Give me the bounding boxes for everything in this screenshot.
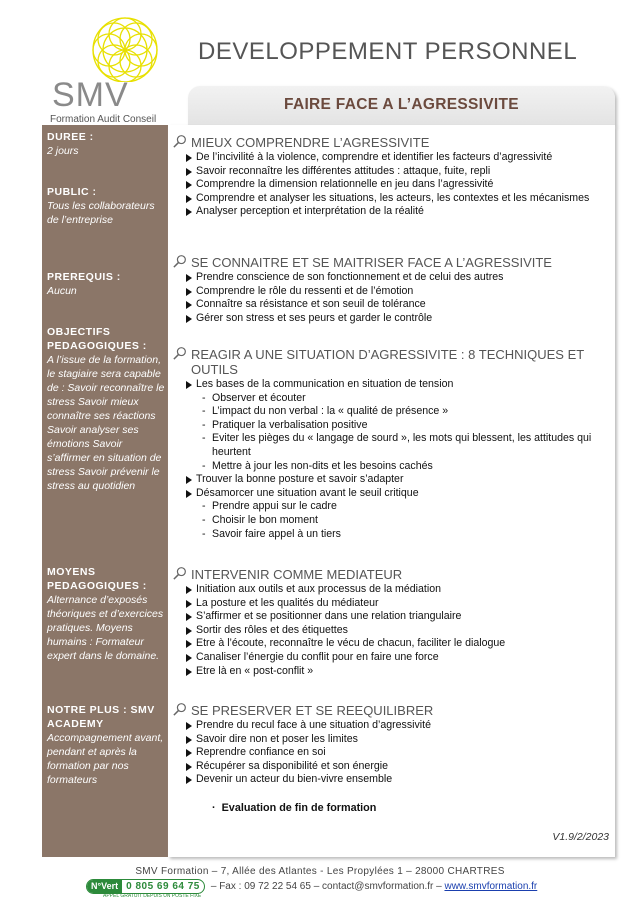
list-item-text: Reprendre confiance en soi <box>196 746 326 759</box>
list-item <box>172 151 612 165</box>
sidebar-text: Accompagnement avant, pendant et après la formation par nos formateurs <box>47 732 164 786</box>
list-item <box>172 192 612 206</box>
magnifier-icon <box>172 702 187 717</box>
sidebar-heading: PUBLIC : <box>47 186 97 198</box>
sidebar <box>42 125 168 857</box>
section-title-text: REAGIR A UNE SITUATION D’AGRESSIVITE : 8 TECHNIQUES ET OUTILS <box>191 347 584 377</box>
bullet-triangle-icon <box>186 181 192 189</box>
sidebar-block-duree <box>47 130 165 158</box>
magnifier-icon <box>172 254 187 269</box>
list-item-text: Savoir dire non et poser les limites <box>196 732 358 745</box>
bullet-triangle-icon <box>186 154 192 162</box>
bullet-triangle-icon <box>186 168 192 176</box>
list-item <box>172 760 612 774</box>
bullet-triangle-icon <box>186 301 192 309</box>
bullet-triangle-icon <box>186 722 192 730</box>
sub-list-item-text: Choisir le bon moment <box>212 513 318 526</box>
list-item-text: Comprendre la dimension relationnelle en jeu dans l’agressivité <box>196 178 494 191</box>
list-item-text: Comprendre et analyser les situations, les acteurs, les contextes et les mécanismes <box>196 191 590 204</box>
dash-bullet: - <box>202 418 206 431</box>
list-item <box>172 205 612 219</box>
sub-list-item <box>172 405 612 419</box>
footer-address: SMV Formation – 7, Allée des Atlantes - Les Propylées 1 – 28000 CHARTRES <box>135 866 505 877</box>
sub-list-item <box>172 528 612 542</box>
section-title <box>172 567 612 582</box>
list-item-text: De l’incivilité à la violence, comprendre et identifier les facteurs d’agressivité <box>196 151 553 163</box>
program-section <box>172 347 612 541</box>
bullet-triangle-icon <box>186 315 192 323</box>
list-item-text: Les bases de la communication en situation de tension <box>196 378 454 390</box>
list-item <box>172 285 612 299</box>
dash-bullet: - <box>202 459 206 472</box>
bullet-triangle-icon <box>186 195 192 203</box>
sidebar-block-notre-plus <box>47 703 165 787</box>
section-title-text: SE PRESERVER ET SE REEQUILIBRER <box>191 703 434 718</box>
program-section <box>172 703 612 787</box>
sidebar-block-objectifs <box>47 325 165 493</box>
sub-list-item-text: Mettre à jour les non-dits et les besoins cachés <box>212 459 433 472</box>
sidebar-text: A l’issue de la formation, le stagiaire sera capable de : Savoir reconnaître le stress Savoir mieux connaître ses réactions Savoir analyser ses émotions Savoir s’affirmer en situation de stress Savoir prévenir le stress au quotidien <box>47 354 165 492</box>
sub-list-item-text: Prendre appui sur le cadre <box>212 500 337 513</box>
list-item-text: Analyser perception et interprétation de la réalité <box>196 205 424 218</box>
list-item-text: Trouver la bonne posture et savoir s’adapter <box>196 473 404 486</box>
list-item-text: Savoir reconnaître les différentes attitudes : attaque, fuite, repli <box>196 164 491 177</box>
dash-bullet: - <box>202 432 206 445</box>
section-items <box>172 378 612 541</box>
list-item <box>172 165 612 179</box>
magnifier-icon <box>172 346 187 361</box>
list-item <box>172 733 612 747</box>
version-label: V1.9/2/2023 <box>552 831 609 843</box>
bullet-triangle-icon <box>186 586 192 594</box>
sub-list-item-text: Pratiquer la verbalisation positive <box>212 418 368 431</box>
list-item <box>172 610 612 624</box>
sidebar-block-public <box>47 185 165 227</box>
list-item-text: Etre là en « post-conflit » <box>196 664 314 677</box>
list-item-text: Initiation aux outils et aux processus de la médiation <box>196 583 441 595</box>
section-title <box>172 135 612 150</box>
bullet-triangle-icon <box>186 274 192 282</box>
list-item <box>172 746 612 760</box>
smv-logo <box>44 10 184 125</box>
list-item <box>172 637 612 651</box>
bullet-triangle-icon <box>186 627 192 635</box>
list-item <box>172 378 612 392</box>
sub-list-item-text: L’impact du non verbal : la « qualité de présence » <box>212 405 449 418</box>
magnifier-icon <box>172 134 187 149</box>
program-content <box>168 125 615 857</box>
list-item <box>172 298 612 312</box>
sidebar-heading: MOYENS PEDAGOGIQUES : <box>47 566 147 592</box>
bullet-triangle-icon <box>186 736 192 744</box>
list-item-text: Etre à l’écoute, reconnaître le vécu de chacun, faciliter le dialogue <box>196 637 506 650</box>
nvert-label: N°Vert <box>87 880 122 893</box>
evaluation-text: Evaluation de fin de formation <box>221 802 377 814</box>
list-item-text: Prendre du recul face à une situation d’agressivité <box>196 719 431 731</box>
subtitle-bar <box>188 86 615 126</box>
sub-list-item <box>172 514 612 528</box>
program-section <box>172 567 612 678</box>
sidebar-heading: OBJECTIFS PEDAGOGIQUES : <box>47 326 147 352</box>
section-items <box>172 719 612 787</box>
logo-tagline: Formation Audit Conseil <box>50 114 157 125</box>
list-item-text: Gérer son stress et ses peurs et garder le contrôle <box>196 311 433 324</box>
list-item-text: Devenir un acteur du bien-vivre ensemble <box>196 773 393 786</box>
dash-bullet: - <box>202 513 206 526</box>
section-items <box>172 583 612 678</box>
footer-contact <box>86 879 537 894</box>
sidebar-heading: PREREQUIS : <box>47 271 121 283</box>
page-subtitle: FAIRE FACE A L’AGRESSIVITE <box>284 96 519 113</box>
list-item-text: La posture et les qualités du médiateur <box>196 596 379 609</box>
bullet-triangle-icon <box>186 476 192 484</box>
dash-bullet: - <box>202 405 206 418</box>
program-section <box>172 255 612 325</box>
dash-bullet: - <box>202 391 206 404</box>
sub-list-item <box>172 432 612 459</box>
nvert-badge <box>86 879 205 894</box>
sub-list-item-text: Savoir faire appel à un tiers <box>212 527 341 540</box>
bullet-triangle-icon <box>186 208 192 216</box>
sidebar-text: Alternance d’exposés théoriques et d’exercices pratiques. Moyens humains : Formateur expert dans le domaine. <box>47 594 164 662</box>
sun-emblem-icon <box>80 10 170 82</box>
bullet-triangle-icon <box>186 381 192 389</box>
section-title-text: MIEUX COMPRENDRE L’AGRESSIVITE <box>191 135 430 150</box>
list-item <box>172 583 612 597</box>
dash-bullet: - <box>202 500 206 513</box>
magnifier-icon <box>172 566 187 581</box>
bullet-triangle-icon <box>186 654 192 662</box>
list-item-text: Récupérer sa disponibilité et son énergie <box>196 759 388 772</box>
list-item <box>172 624 612 638</box>
section-title <box>172 347 612 377</box>
sidebar-text: 2 jours <box>47 145 79 157</box>
list-item-text: Comprendre le rôle du ressenti et de l’émotion <box>196 284 414 297</box>
bullet-triangle-icon <box>186 613 192 621</box>
section-title <box>172 703 612 718</box>
bullet-triangle-icon <box>186 490 192 498</box>
nvert-number[interactable]: 0 805 69 64 75 <box>126 881 200 892</box>
dash-bullet: - <box>202 527 206 540</box>
logo-name: SMV <box>52 76 129 114</box>
sidebar-block-moyens <box>47 565 165 663</box>
list-item <box>172 178 612 192</box>
sidebar-heading: DUREE : <box>47 131 94 143</box>
website-link[interactable]: www.smvformation.fr <box>444 881 538 892</box>
sub-list-item <box>172 460 612 474</box>
list-item-text: Sortir des rôles et des étiquettes <box>196 623 348 636</box>
page-title: DEVELOPPEMENT PERSONNEL <box>198 38 578 65</box>
sidebar-block-prerequis <box>47 270 165 298</box>
evaluation-note: · Evaluation de fin de formation <box>212 802 377 814</box>
list-item <box>172 597 612 611</box>
sub-list-item <box>172 392 612 406</box>
bullet-triangle-icon <box>186 763 192 771</box>
section-items <box>172 151 612 219</box>
bullet-triangle-icon <box>186 749 192 757</box>
list-item <box>172 719 612 733</box>
bullet-triangle-icon <box>186 776 192 784</box>
list-item <box>172 271 612 285</box>
list-item-text: S’affirmer et se positionner dans une relation triangulaire <box>196 610 462 623</box>
section-items <box>172 271 612 325</box>
list-item-text: Désamorcer une situation avant le seuil critique <box>196 486 419 499</box>
sub-list-item <box>172 419 612 433</box>
section-title-text: INTERVENIR COMME MEDIATEUR <box>191 567 403 582</box>
sub-list-item <box>172 500 612 514</box>
list-item <box>172 487 612 501</box>
bullet-triangle-icon <box>186 288 192 296</box>
bullet-triangle-icon <box>186 640 192 648</box>
list-item <box>172 312 612 326</box>
program-section <box>172 135 612 219</box>
list-item <box>172 773 612 787</box>
sidebar-text: Tous les collaborateurs de l’entreprise <box>47 200 155 226</box>
bullet-triangle-icon <box>186 600 192 608</box>
list-item <box>172 473 612 487</box>
list-item-text: Prendre conscience de son fonctionnement et de celui des autres <box>196 271 504 283</box>
fax-contact-text: – Fax : 09 72 22 54 65 – contact@smvformation.fr – <box>210 881 442 892</box>
bullet-triangle-icon <box>186 668 192 676</box>
sidebar-heading: NOTRE PLUS : SMV ACADEMY <box>47 704 155 730</box>
list-item-text: Canaliser l’énergie du conflit pour en faire une force <box>196 650 439 663</box>
sub-list-item-text: Observer et écouter <box>212 391 306 404</box>
nvert-note: APPEL GRATUIT DEPUIS UN POSTE FIXE <box>103 893 202 899</box>
sidebar-text: Aucun <box>47 285 77 297</box>
list-item <box>172 651 612 665</box>
sub-list-item-text: Eviter les pièges du « langage de sourd », les mots qui blessent, les attitudes qui heurtent <box>212 432 592 458</box>
list-item-text: Connaître sa résistance et son seuil de tolérance <box>196 298 426 311</box>
list-item <box>172 665 612 679</box>
section-title-text: SE CONNAITRE ET SE MAITRISER FACE A L’AGRESSIVITE <box>191 255 552 270</box>
section-title <box>172 255 612 270</box>
